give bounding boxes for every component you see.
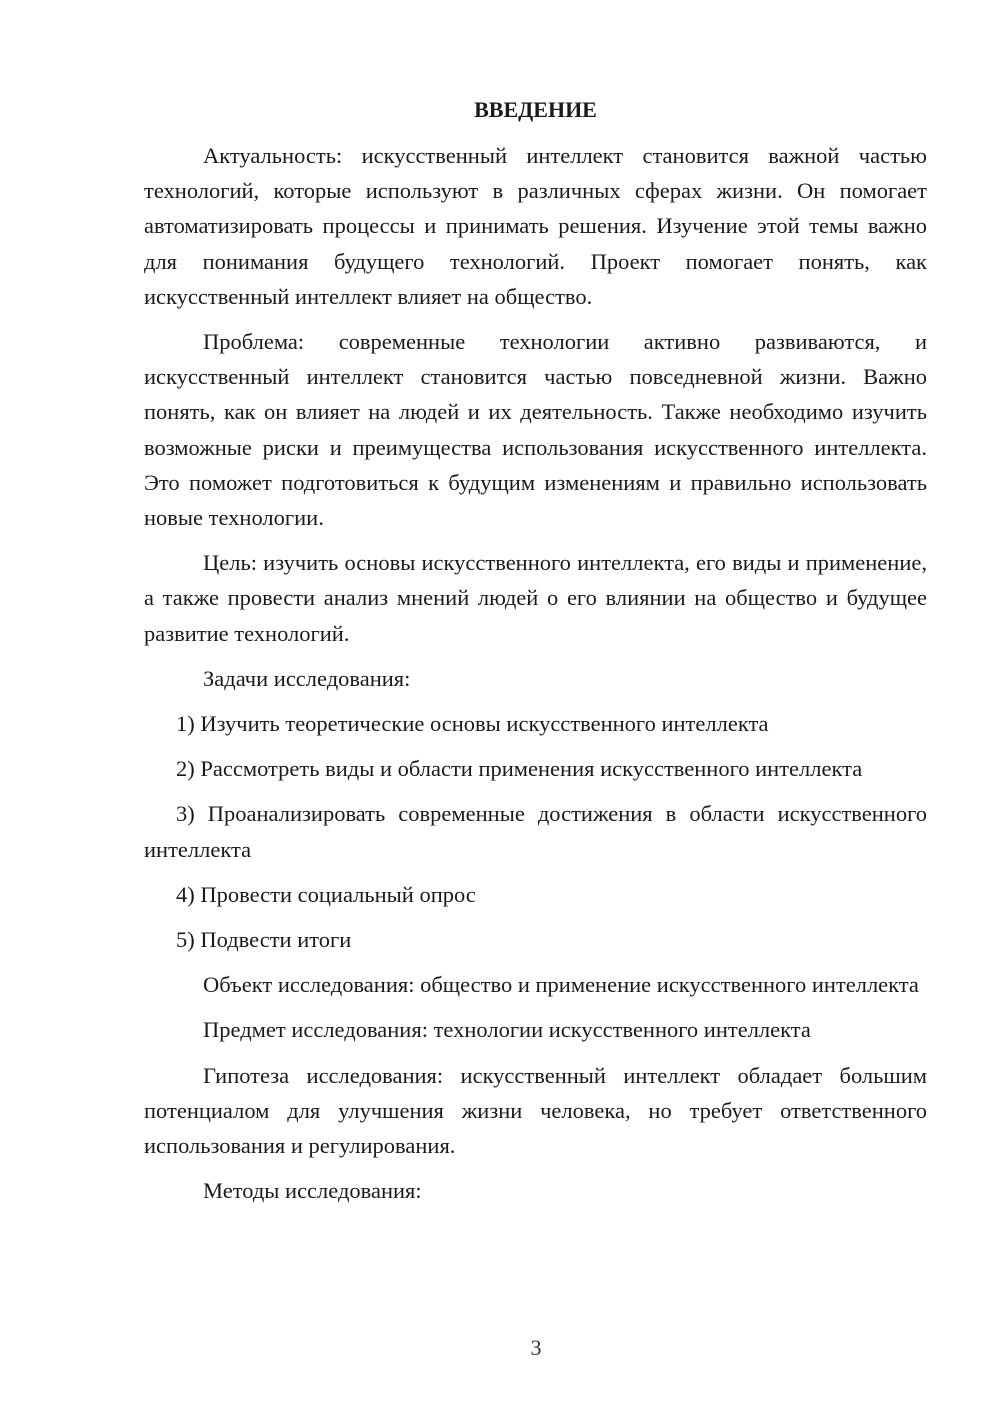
goal-paragraph: Цель: изучить основы искусственного интеллекта, его виды и применение, а также провести анализ мнений людей о его влиянии на общество и будущее развитие технологий.: [144, 550, 927, 646]
task-item-3: 3) Проанализировать современные достижения в области искусственного интеллекта: [144, 801, 927, 862]
methods-heading: Методы исследования:: [203, 1178, 422, 1204]
task-item-4: 4) Провести социальный опрос: [176, 881, 476, 907]
task-item-2: 2) Рассмотреть виды и области применения искусственного интеллекта: [176, 756, 863, 782]
page-title: ВВЕДЕНИЕ: [474, 97, 597, 122]
tasks-heading: Задачи исследования:: [203, 665, 411, 691]
hypothesis-paragraph: Гипотеза исследования: искусственный интеллект обладает большим потенциалом для улучшения жизни человека, но требует ответственного использования и регулирования.: [144, 1062, 927, 1159]
task-item-5: 5) Подвести итоги: [176, 927, 352, 953]
task-item-1: 1) Изучить теоретические основы искусственного интеллекта: [176, 711, 769, 737]
page-content: [144, 95, 927, 1218]
page-number: 3: [530, 1335, 542, 1360]
object-paragraph: Объект исследования: общество и применение искусственного интеллекта: [203, 972, 919, 998]
subject-paragraph: Предмет исследования: технологии искусственного интеллекта: [203, 1017, 811, 1043]
problem-paragraph: Проблема: современные технологии активно развиваются, и искусственный интеллект становится частью повседневной жизни. Важно понять, как он влияет на людей и их деятельность. Также необходимо изучить возможные риски и преимущества использования искусственного интеллекта. Это поможет подготовиться к будущим изменениям и правильно использовать новые технологии.: [144, 329, 927, 531]
relevance-paragraph: Актуальность: искусственный интеллект становится важной частью технологий, которые используют в различных сферах жизни. Он помогает автоматизировать процессы и принимать решения. Изучение этой темы важно для понимания будущего технологий. Проект помогает понять, как искусственный интеллект влияет на общество.: [144, 143, 927, 309]
